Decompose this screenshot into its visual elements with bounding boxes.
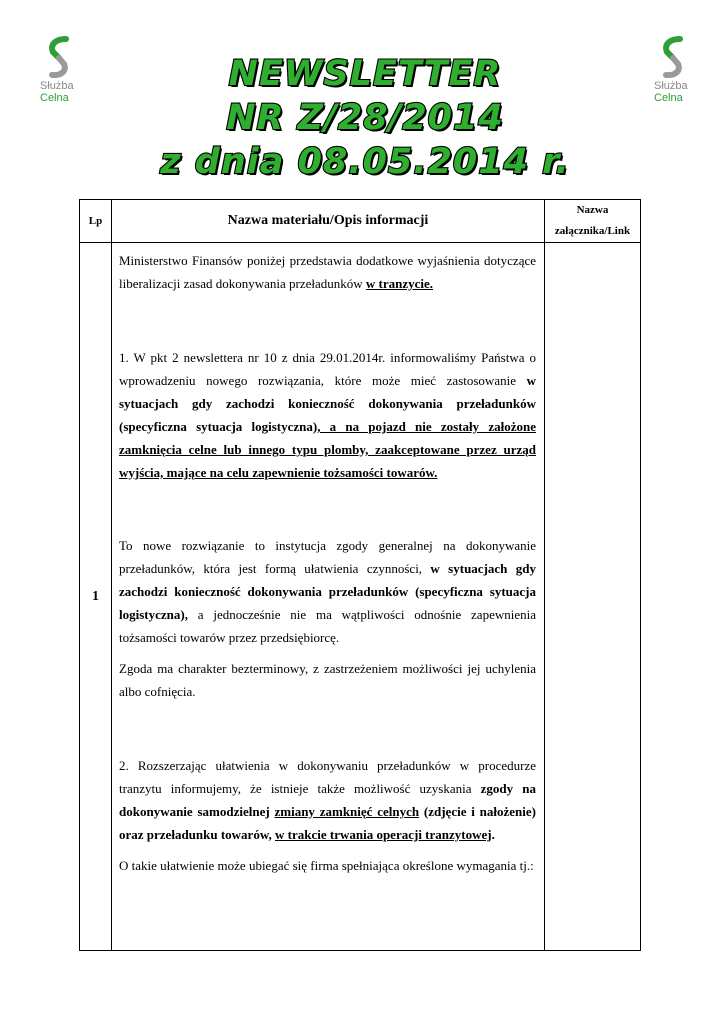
paragraph-point-1: [119, 346, 536, 484]
customs-logo-right: [654, 36, 714, 104]
text-run: 1. W pkt 2 newslettera nr 10 z dnia 29.01.2014r. informowaliśmy Państwa o wprowadzeniu nowego rozwiązania, które może mieć zastosowanie: [119, 350, 536, 388]
header-attachment-line2: załącznika/Link: [554, 225, 631, 237]
newsletter-table: [79, 199, 641, 951]
paragraph-intro: [119, 249, 536, 295]
logo-text-line2: Celna: [40, 92, 69, 104]
text-run-bold-underlined: zmiany zamknięć celnych: [274, 804, 420, 819]
headline-title: NEWSLETTER: [228, 54, 502, 94]
text-run-bold: w sytuacjach gdy zachodzi konieczność dokonywania przeładunków (specyficzna sytuacja logistyczna),: [119, 561, 536, 622]
customs-logo-left: [40, 36, 100, 104]
logo-text-line1: Służba: [654, 80, 688, 92]
row-description: [112, 243, 545, 951]
paragraph-consent-term: Zgoda ma charakter bezterminowy, z zastrzeżeniem możliwości jej uchylenia albo cofnięcia.: [119, 661, 536, 699]
customs-emblem-icon: [44, 36, 74, 78]
header-lp: Lp: [80, 200, 112, 243]
customs-emblem-icon: [658, 36, 688, 78]
text-run: a jednocześnie nie ma wątpliwości odnośnie zapewnienia tożsamości towarów przez przedsiębiorcę.: [119, 607, 536, 645]
text-run-bold: zgody na dokonywanie samodzielnej: [119, 781, 537, 819]
text-run: 2. Rozszerzając ułatwienia w dokonywaniu przeładunków w procedurze tranzytu informujemy, że istnieje także możliwość uzyskania: [119, 758, 536, 796]
header-attachment-line1: Nazwa: [576, 204, 609, 216]
text-run: To nowe rozwiązanie to instytucja zgody generalnej na dokonywanie przeładunków, która jest formą ułatwienia czynności,: [119, 538, 536, 576]
headline-date: z dnia 08.05.2014 r.: [160, 142, 570, 182]
table-row: [80, 243, 641, 951]
newsletter-headline: [100, 52, 630, 184]
paragraph-general-consent: [119, 534, 536, 649]
logo-text-line1: Służba: [40, 80, 74, 92]
header-description: Nazwa materiału/Opis informacji: [112, 200, 545, 243]
text-run-bold-underlined: , a na pojazd nie zostały założone zamknięcia celne lub innego typu plomby, zaakceptowane przez urząd wyjścia, mające na celu zapewnienie tożsamości towarów.: [119, 419, 536, 480]
text-run-bold-underlined: w trakcie trwania operacji tranzytowej: [275, 827, 492, 842]
text-run-bold: w tranzycie.: [365, 276, 434, 291]
text-run: Ministerstwo Finansów poniżej przedstawia dodatkowe wyjaśnienia dotyczące liberalizacji zasad dokonywania przeładunków: [119, 253, 536, 291]
text-run-bold: w sytuacjach gdy zachodzi konieczność dokonywania przeładunków (specyficzna sytuacja logistyczna): [119, 373, 536, 434]
logo-text-line2: Celna: [654, 92, 683, 104]
header-attachment: [545, 200, 641, 243]
row-number: 1: [80, 243, 112, 951]
table-header-row: [80, 200, 641, 243]
paragraph-point-2: [119, 754, 536, 846]
row-attachment: [545, 243, 641, 951]
text-run-bold: (zdjęcie i nałożenie) oraz przeładunku towarów,: [119, 804, 536, 842]
text-run-bold: .: [491, 827, 495, 842]
headline-number: NR Z/28/2014: [226, 98, 504, 138]
paragraph-requirements: O takie ułatwienie może ubiegać się firma spełniająca określone wymagania tj.:: [119, 858, 534, 873]
